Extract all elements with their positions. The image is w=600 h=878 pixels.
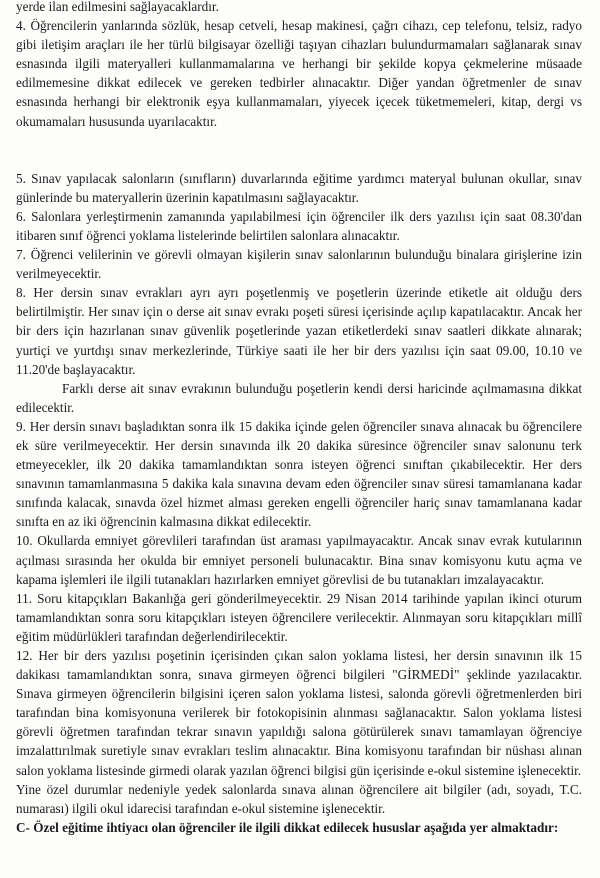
paragraph-5: 5. Sınav yapılacak salonların (sınıfların) duvarlarında eğitime yardımcı materyal bulunan okullar, sınav günlerinde bu materyallerin üzerinin kapatılmasını sağlayacaktır.: [16, 170, 582, 205]
paragraph-12: 12. Her bir ders yazılısı poşetinin içerisinden çıkan salon yoklama listesi, her dersin sınavının ilk 15 dakikası tamamlandıktan sonra, sınava girmeyen öğrenci bilgileri "GİRMEDİ" şeklinde yazılacaktır. Sınava girmeyen öğrencilerin bilgisini içeren salon yoklama listesi, salonda görevli öğretmenlerden biri tarafından bina komisyonuna verilerek bir fotokopisinin alınması sağlanacaktır. Salon yoklama listesi görevli öğretmen tarafından tekrar sınavın yapıldığı salona götürülerek sınavı tamamlayan öğrenciye imzalattırılmak suretiyle sınav evrakları teslim alınacaktır. Bina komisyonu tarafından bir nüshası alınan salon yoklama listesinde girmedi olarak yazılan öğrenci bilgisi gün içerisinde e-okul sistemine işlenecektir.: [16, 648, 582, 778]
paragraph-9: 9. Her dersin sınavı başladıktan sonra ilk 15 dakika içinde gelen öğrenciler sınava alınacak bu öğrencilere ek süre verilmeyecektir. Her dersin sınavında ilk 20 dakika süresince öğrenciler sınav salonunu terk etmeyecekler, ilk 20 dakika tamamlandıktan sonra isteyen öğrenci sınıftan çıkabilecektir. Her ders sınavının tamamlanmasına 5 dakika kala sınavına devam eden öğrenciler sınav süresi tamamlanana kadar sınıfında kalacak, sınavda özel hizmet alması gereken engelli öğrenciler hariç sınav tamamlanana kadar sınıfta en az iki öğrencinin kalmasına dikkat edilecektir.: [16, 418, 582, 530]
blank-gap: [16, 131, 582, 169]
paragraph-11: 11. Soru kitapçıkları Bakanlığa geri gönderilmeyecektir. 29 Nisan 2014 tarihinde yapılan ikinci oturum tamamlandıktan sonra soru kitapçıkları isteyen öğrencilere verilecektir. Alınmayan soru kitapçıkları millî eğitim müdürlükleri tarafından değerlendirilecektir.: [16, 590, 582, 644]
section-heading-c: C- Özel eğitime ihtiyacı olan öğrenciler ile ilgili dikkat edilecek hususlar aşağıda yer almaktadır:: [16, 819, 559, 835]
paragraph-12-continued: Yine özel durumlar nedeniyle yedek salonlarda sınava alınan öğrencilere ait bilgiler (adı, soyadı, T.C. numarası) ilgili okul idarecisi tarafından e-okul sistemine işlenecektir.: [16, 781, 582, 816]
paragraph-8-continued: Farklı derse ait sınav evrakının bulunduğu poşetlerin kendi dersi haricinde açılmamasına dikkat edilecektir.: [16, 380, 582, 415]
paragraph-intro: yerde ilan edilmesini sağlayacaklardır.: [16, 0, 219, 14]
paragraph-4: 4. Öğrencilerin yanlarında sözlük, hesap cetveli, hesap makinesi, çağrı cihazı, cep telefonu, telsiz, radyo gibi iletişim araçları ile her türlü bilgisayar özelliği taşıyan cihazları bulundurmamaları sağlanarak sınav esnasında ilgili materyalleri kullanmamalarına ve herhangi bir şekilde kopya çekmelerine müsaade edilmemesine dikkat edilecek ve gereken tedbirler alınacaktır. Diğer yandan öğretmenler de sınav esnasında herhangi bir elektronik eşya kullanmamaları, yiyecek içecek tüketmemeleri, kitap, dergi vs okumamaları hususunda uyarılacaktır.: [16, 18, 582, 129]
paragraph-6: 6. Salonlara yerleştirmenin zamanında yapılabilmesi için öğrenciler ilk ders yazılısı için saat 08.30'dan itibaren sınıf öğrenci yoklama listelerinde belirtilen salonlara alınacaktır.: [16, 208, 582, 243]
paragraph-7: 7. Öğrenci velilerinin ve görevli olmayan kişilerin sınav salonlarının bulunduğu binalara girişlerine izin verilmeyecektir.: [16, 247, 582, 282]
paragraph-8: 8. Her dersin sınav evrakları ayrı ayrı poşetlenmiş ve poşetlerin üzerinde etiketle ait olduğu ders belirtilmiştir. Her sınav için o derse ait sınav evrakı poşeti süresi içerisinde açılıp kapatılacaktır. Ancak her bir ders için hazırlanan sınav güvenlik poşetlerinde yazan etiketlerdeki sınav saatleri dikkate alınarak; yurtiçi ve yurtdışı sınav merkezlerinde, Türkiye saati ile her bir ders yazılısı için saat 09.00, 10.10 ve 11.20'de başlayacaktır.: [16, 285, 582, 377]
paragraph-10: 10. Okullarda emniyet görevlileri tarafından üst araması yapılmayacaktır. Ancak sınav evrak kutularının açılması sırasında her okulda bir emniyet personeli bulunacaktır. Bina sınav komisyonu kutu açma ve kapama işlemleri ile ilgili tutanakları hazırlarken emniyet görevlisi de bu tutanakları imzalayacaktır.: [16, 533, 582, 587]
